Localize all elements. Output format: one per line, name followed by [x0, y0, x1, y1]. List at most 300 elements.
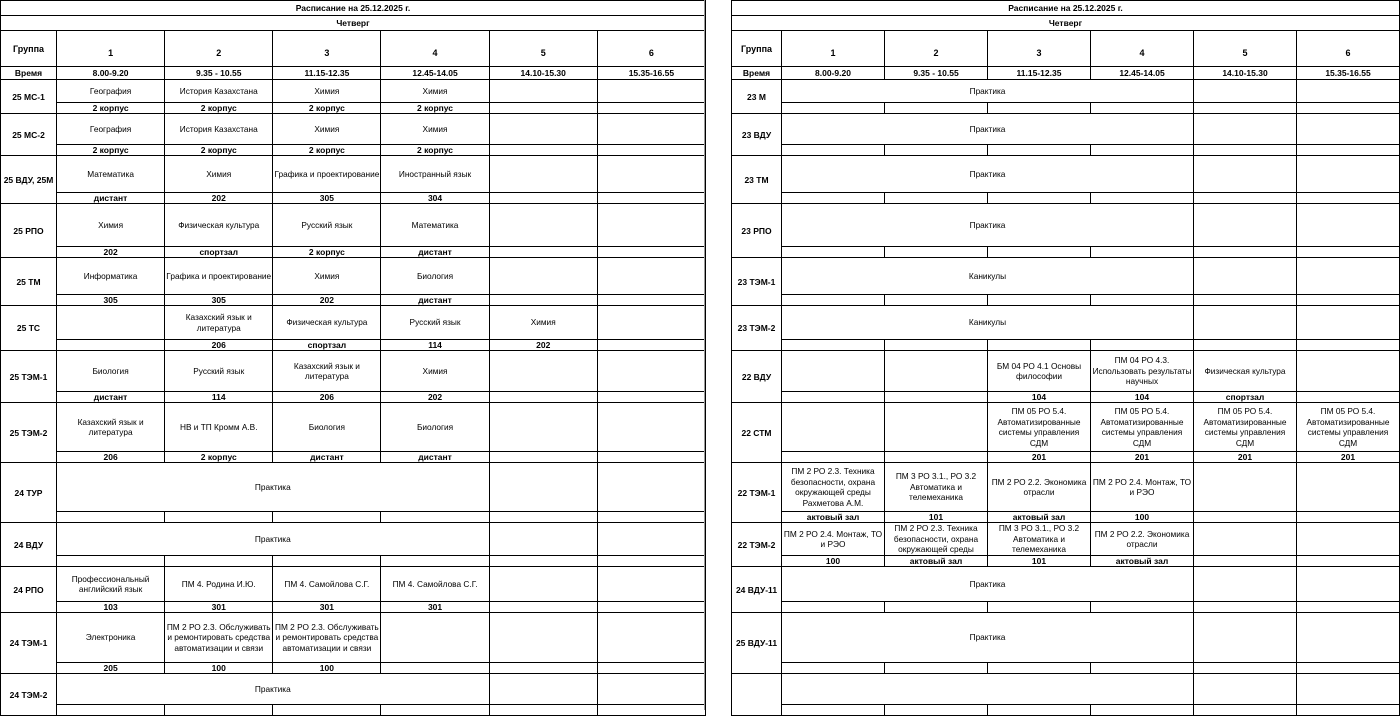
subject-cell: ПМ 05 РО 5.4. Автоматизированные системы управления СДМ: [1194, 403, 1297, 452]
empty-cell: [1297, 80, 1400, 103]
subject-cell: [782, 351, 885, 392]
room-cell: [597, 512, 705, 523]
time-slot: 12.45-14.05: [1091, 67, 1194, 80]
room-cell: [489, 512, 597, 523]
room-cell: [1091, 103, 1194, 114]
room-cell: 304: [381, 193, 489, 204]
room-cell: 100: [273, 663, 381, 674]
time-slot: 14.10-15.30: [1194, 67, 1297, 80]
time-slot: 8.00-9.20: [57, 67, 165, 80]
subject-cell: [597, 258, 705, 295]
schedule-row-rooms: [1, 392, 706, 403]
subject-cell: [489, 80, 597, 103]
room-cell: 201: [988, 452, 1091, 463]
subject-cell: ПМ 2 РО 2.3. Обслуживать и ремонтировать средства автоматизации и связи: [165, 613, 273, 663]
room-cell: [782, 340, 885, 351]
subject-cell: Химия: [273, 80, 381, 103]
room-cell: спортзал: [165, 247, 273, 258]
room-cell: [1297, 392, 1400, 403]
subject-cell: [597, 114, 705, 145]
group-name: 23 ВДУ: [732, 114, 782, 156]
room-cell: [782, 103, 885, 114]
subject-cell: ПМ 05 РО 5.4. Автоматизированные системы управления СДМ: [988, 403, 1091, 452]
period-header: 5: [489, 31, 597, 67]
period-header: 6: [597, 31, 705, 67]
merged-activity: [782, 674, 1194, 705]
room-cell: 2 корпус: [273, 247, 381, 258]
schedule-row: [1, 567, 706, 602]
subject-cell: Химия: [57, 204, 165, 247]
group-name: 24 ВДУ: [1, 523, 57, 567]
subject-cell: [489, 204, 597, 247]
schedule-row: [732, 156, 1400, 193]
room-cell: [885, 452, 988, 463]
schedule-row: [1, 351, 706, 392]
room-cell: [57, 512, 165, 523]
subject-cell: Математика: [381, 204, 489, 247]
room-cell: 202: [489, 340, 597, 351]
room-cell: [489, 556, 597, 567]
subject-cell: Биология: [381, 403, 489, 452]
subject-cell: [489, 156, 597, 193]
merged-activity: Практика: [782, 567, 1194, 602]
subject-cell: ПМ 05 РО 5.4. Автоматизированные системы управления СДМ: [1297, 403, 1400, 452]
room-cell: 2 корпус: [273, 103, 381, 114]
room-cell: 201: [1297, 452, 1400, 463]
room-cell: 305: [57, 295, 165, 306]
time-slot: 11.15-12.35: [988, 67, 1091, 80]
room-cell: актовый зал: [1091, 556, 1194, 567]
schedule-title: Расписание на 25.12.2025 г.: [1, 1, 706, 16]
schedule-row-rooms: [1, 663, 706, 674]
schedule-row: [1, 114, 706, 145]
group-name: [732, 674, 782, 716]
schedule-row: [1, 523, 706, 556]
empty-cell: [1297, 306, 1400, 340]
room-cell: дистант: [57, 193, 165, 204]
room-cell: 202: [165, 193, 273, 204]
schedule-row-rooms: [732, 340, 1400, 351]
room-cell: [1091, 340, 1194, 351]
time-slot: 9.35 - 10.55: [885, 67, 988, 80]
day-label: Четверг: [1, 16, 706, 31]
empty-cell: [1297, 114, 1400, 145]
subject-cell: [489, 258, 597, 295]
schedule-row: [732, 523, 1400, 556]
merged-activity: Практика: [782, 156, 1194, 193]
room-cell: [885, 705, 988, 716]
period-header: 4: [381, 31, 489, 67]
schedule-row-rooms: [1, 247, 706, 258]
subject-cell: Информатика: [57, 258, 165, 295]
subject-cell: ПМ 04 РО 4.3. Использовать результаты научных: [1091, 351, 1194, 392]
room-cell: [597, 103, 705, 114]
empty-cell: [1297, 204, 1400, 247]
room-cell: [988, 705, 1091, 716]
schedule-row-rooms: [732, 556, 1400, 567]
empty-cell: [597, 463, 705, 512]
room-cell: [57, 556, 165, 567]
room-cell: [57, 705, 165, 716]
subject-cell: [885, 403, 988, 452]
subject-cell: [1194, 463, 1297, 512]
subject-cell: [489, 567, 597, 602]
schedule-row: [732, 204, 1400, 247]
room-cell: [597, 663, 705, 674]
schedule-row-rooms: [1, 340, 706, 351]
subject-cell: ПМ 4. Самойлова С.Г.: [273, 567, 381, 602]
room-cell: 206: [165, 340, 273, 351]
room-cell: 104: [988, 392, 1091, 403]
period-header: 1: [57, 31, 165, 67]
room-cell: [1297, 295, 1400, 306]
group-name: 23 ТЭМ-1: [732, 258, 782, 306]
room-cell: актовый зал: [782, 512, 885, 523]
room-cell: [782, 247, 885, 258]
room-cell: [1194, 705, 1297, 716]
group-name: 23 ТМ: [732, 156, 782, 204]
group-name: 25 ВДУ-11: [732, 613, 782, 674]
room-cell: 305: [165, 295, 273, 306]
subject-cell: [381, 613, 489, 663]
day-label: Четверг: [732, 16, 1400, 31]
room-cell: дистант: [381, 452, 489, 463]
subject-cell: Физическая культура: [165, 204, 273, 247]
subject-cell: История Казахстана: [165, 114, 273, 145]
empty-cell: [1194, 156, 1297, 193]
room-cell: [1194, 247, 1297, 258]
schedule-body-right: [732, 80, 1400, 716]
subject-cell: ПМ 2 РО 2.4. Монтаж, ТО и РЭО: [1091, 463, 1194, 512]
subject-cell: [597, 351, 705, 392]
schedule-row-rooms: [1, 602, 706, 613]
time-slot: 11.15-12.35: [273, 67, 381, 80]
subject-cell: Казахский язык и литература: [273, 351, 381, 392]
room-cell: [1297, 663, 1400, 674]
schedule-row-rooms: [732, 452, 1400, 463]
room-cell: [885, 602, 988, 613]
time-header: Время: [1, 67, 57, 80]
room-cell: 305: [273, 193, 381, 204]
subject-cell: Русский язык: [273, 204, 381, 247]
room-cell: 205: [57, 663, 165, 674]
room-cell: [1297, 602, 1400, 613]
schedule-row: [732, 613, 1400, 663]
room-cell: [165, 705, 273, 716]
time-slot: 15.35-16.55: [1297, 67, 1400, 80]
room-cell: [988, 145, 1091, 156]
room-cell: [489, 663, 597, 674]
room-cell: [885, 247, 988, 258]
room-cell: [885, 295, 988, 306]
period-header: 2: [885, 31, 988, 67]
room-cell: [597, 556, 705, 567]
subject-cell: [597, 306, 705, 340]
room-cell: 101: [988, 556, 1091, 567]
subject-cell: Биология: [381, 258, 489, 295]
subject-cell: ПМ 3 РО 3.1., РО 3.2 Автоматика и телемеханика: [988, 523, 1091, 556]
subject-cell: [597, 567, 705, 602]
room-cell: 2 корпус: [57, 103, 165, 114]
subject-cell: Казахский язык и литература: [165, 306, 273, 340]
group-header: Группа: [732, 31, 782, 67]
empty-cell: [1194, 258, 1297, 295]
group-name: 25 ТМ: [1, 258, 57, 306]
room-cell: [988, 193, 1091, 204]
subject-cell: Иностранный язык: [381, 156, 489, 193]
schedule-row-rooms: [732, 145, 1400, 156]
group-name: 24 РПО: [1, 567, 57, 613]
subject-cell: [597, 80, 705, 103]
subject-cell: [885, 351, 988, 392]
room-cell: [489, 392, 597, 403]
room-cell: [1297, 512, 1400, 523]
room-cell: [1297, 247, 1400, 258]
room-cell: [1194, 556, 1297, 567]
room-cell: [1091, 295, 1194, 306]
group-name: 24 ТЭМ-1: [1, 613, 57, 674]
empty-cell: [1297, 613, 1400, 663]
group-name: 24 ТЭМ-2: [1, 674, 57, 716]
schedule-row-rooms: [1, 512, 706, 523]
period-header: 6: [1297, 31, 1400, 67]
schedule-row: [1, 613, 706, 663]
period-header: 2: [165, 31, 273, 67]
room-cell: 201: [1091, 452, 1194, 463]
group-name: 25 МС-1: [1, 80, 57, 114]
group-name: 25 РПО: [1, 204, 57, 258]
subject-cell: Химия: [273, 258, 381, 295]
room-cell: 206: [273, 392, 381, 403]
room-cell: 206: [57, 452, 165, 463]
group-name: 22 ТЭМ-2: [732, 523, 782, 567]
room-cell: [1194, 145, 1297, 156]
room-cell: [1194, 340, 1297, 351]
schedule-row: [732, 351, 1400, 392]
subject-cell: Химия: [381, 80, 489, 103]
room-cell: актовый зал: [885, 556, 988, 567]
room-cell: [489, 145, 597, 156]
group-name: 22 СТМ: [732, 403, 782, 463]
empty-cell: [1194, 613, 1297, 663]
room-cell: [57, 340, 165, 351]
merged-activity: Практика: [57, 463, 490, 512]
subject-cell: Физическая культура: [273, 306, 381, 340]
room-cell: дистант: [381, 295, 489, 306]
empty-cell: [489, 674, 597, 705]
empty-cell: [489, 523, 597, 556]
group-name: 22 ТЭМ-1: [732, 463, 782, 523]
schedule-row-rooms: [732, 512, 1400, 523]
room-cell: [1091, 602, 1194, 613]
room-cell: [597, 705, 705, 716]
subject-cell: НВ и ТП Кромм А.В.: [165, 403, 273, 452]
subject-cell: [1297, 463, 1400, 512]
room-cell: 100: [1091, 512, 1194, 523]
subject-cell: География: [57, 114, 165, 145]
subject-cell: ПМ 2 РО 2.3. Техника безопасности, охрана окружающей среды: [885, 523, 988, 556]
empty-cell: [1297, 674, 1400, 705]
schedule-table-right: [731, 0, 1400, 716]
period-header: 1: [782, 31, 885, 67]
schedule-row: [1, 204, 706, 247]
group-name: 25 ТС: [1, 306, 57, 351]
room-cell: 101: [885, 512, 988, 523]
subject-cell: Химия: [381, 114, 489, 145]
subject-cell: [489, 403, 597, 452]
time-slot: 8.00-9.20: [782, 67, 885, 80]
subject-cell: ПМ 05 РО 5.4. Автоматизированные системы управления СДМ: [1091, 403, 1194, 452]
schedule-row-rooms: [1, 705, 706, 716]
schedule-row-rooms: [732, 663, 1400, 674]
schedule-row-rooms: [732, 295, 1400, 306]
subject-cell: Электроника: [57, 613, 165, 663]
subject-cell: [1297, 523, 1400, 556]
room-cell: [1194, 663, 1297, 674]
schedule-panel-right: [731, 0, 1400, 710]
room-cell: [1091, 193, 1194, 204]
room-cell: [489, 193, 597, 204]
merged-activity: Практика: [782, 204, 1194, 247]
group-name: 22 ВДУ: [732, 351, 782, 403]
merged-activity: Практика: [57, 523, 490, 556]
schedule-row: [1, 156, 706, 193]
room-cell: [165, 512, 273, 523]
room-cell: [1297, 556, 1400, 567]
schedule-row: [1, 463, 706, 512]
subject-cell: Биология: [273, 403, 381, 452]
schedule-row-rooms: [732, 193, 1400, 204]
room-cell: [885, 145, 988, 156]
room-cell: 2 корпус: [381, 103, 489, 114]
subject-cell: ПМ 4. Родина И.Ю.: [165, 567, 273, 602]
schedule-row-rooms: [732, 247, 1400, 258]
room-cell: 202: [57, 247, 165, 258]
room-cell: [597, 392, 705, 403]
room-cell: [988, 663, 1091, 674]
merged-activity: Практика: [57, 674, 490, 705]
room-cell: дистант: [273, 452, 381, 463]
empty-cell: [597, 523, 705, 556]
room-cell: [1297, 705, 1400, 716]
room-cell: [1194, 512, 1297, 523]
room-cell: [885, 193, 988, 204]
room-cell: 100: [165, 663, 273, 674]
room-cell: 103: [57, 602, 165, 613]
group-name: 25 ТЭМ-2: [1, 403, 57, 463]
subject-cell: Математика: [57, 156, 165, 193]
subject-cell: История Казахстана: [165, 80, 273, 103]
schedule-row: [732, 114, 1400, 145]
schedule-row: [732, 258, 1400, 295]
room-cell: [489, 602, 597, 613]
room-cell: 2 корпус: [165, 145, 273, 156]
subject-cell: Физическая культура: [1194, 351, 1297, 392]
empty-cell: [1194, 306, 1297, 340]
empty-cell: [1194, 114, 1297, 145]
room-cell: 301: [381, 602, 489, 613]
schedule-row-rooms: [1, 295, 706, 306]
room-cell: [782, 193, 885, 204]
room-cell: [782, 295, 885, 306]
schedule-row-rooms: [1, 145, 706, 156]
subject-cell: ПМ 2 РО 2.3. Техника безопасности, охрана окружающей среды Рахметова А.М.: [782, 463, 885, 512]
subject-cell: География: [57, 80, 165, 103]
schedule-row-rooms: [732, 602, 1400, 613]
room-cell: 2 корпус: [165, 103, 273, 114]
room-cell: [273, 705, 381, 716]
subject-cell: [597, 156, 705, 193]
empty-cell: [1194, 567, 1297, 602]
room-cell: [782, 392, 885, 403]
room-cell: [1194, 193, 1297, 204]
panel-divider: [704, 0, 705, 710]
room-cell: [988, 103, 1091, 114]
group-name: 25 ТЭМ-1: [1, 351, 57, 403]
room-cell: [885, 103, 988, 114]
schedule-row-rooms: [732, 705, 1400, 716]
subject-cell: ПМ 2 РО 2.2. Экономика отрасли: [1091, 523, 1194, 556]
empty-cell: [1194, 204, 1297, 247]
period-header: 3: [273, 31, 381, 67]
schedule-row-rooms: [1, 556, 706, 567]
room-cell: [1194, 103, 1297, 114]
room-cell: [782, 705, 885, 716]
group-name: 24 ВДУ-11: [732, 567, 782, 613]
room-cell: [988, 340, 1091, 351]
room-cell: [381, 512, 489, 523]
empty-cell: [597, 674, 705, 705]
schedule-row: [1, 674, 706, 705]
empty-cell: [1297, 156, 1400, 193]
group-name: 25 МС-2: [1, 114, 57, 156]
subject-cell: БМ 04 РО 4.1 Основы философии: [988, 351, 1091, 392]
group-name: 23 ТЭМ-2: [732, 306, 782, 351]
schedule-row: [732, 80, 1400, 103]
subject-cell: [597, 403, 705, 452]
room-cell: 2 корпус: [165, 452, 273, 463]
subject-cell: Графика и проектирование: [273, 156, 381, 193]
room-cell: [381, 705, 489, 716]
schedule-row-rooms: [1, 103, 706, 114]
subject-cell: [1194, 523, 1297, 556]
room-cell: [988, 247, 1091, 258]
room-cell: актовый зал: [988, 512, 1091, 523]
merged-activity: Практика: [782, 114, 1194, 145]
subject-cell: [489, 351, 597, 392]
panel-gap: [706, 0, 731, 710]
merged-activity: Каникулы: [782, 306, 1194, 340]
schedule-row: [1, 403, 706, 452]
subject-cell: Биология: [57, 351, 165, 392]
empty-cell: [1297, 567, 1400, 602]
period-header: 5: [1194, 31, 1297, 67]
subject-cell: [597, 613, 705, 663]
subject-cell: ПМ 2 РО 2.2. Экономика отрасли: [988, 463, 1091, 512]
empty-cell: [489, 463, 597, 512]
room-cell: [782, 452, 885, 463]
room-cell: 2 корпус: [273, 145, 381, 156]
empty-cell: [1194, 674, 1297, 705]
room-cell: [165, 556, 273, 567]
room-cell: 2 корпус: [381, 145, 489, 156]
room-cell: [1194, 295, 1297, 306]
room-cell: дистант: [57, 392, 165, 403]
room-cell: спортзал: [273, 340, 381, 351]
time-slot: 9.35 - 10.55: [165, 67, 273, 80]
subject-cell: [57, 306, 165, 340]
room-cell: 114: [165, 392, 273, 403]
